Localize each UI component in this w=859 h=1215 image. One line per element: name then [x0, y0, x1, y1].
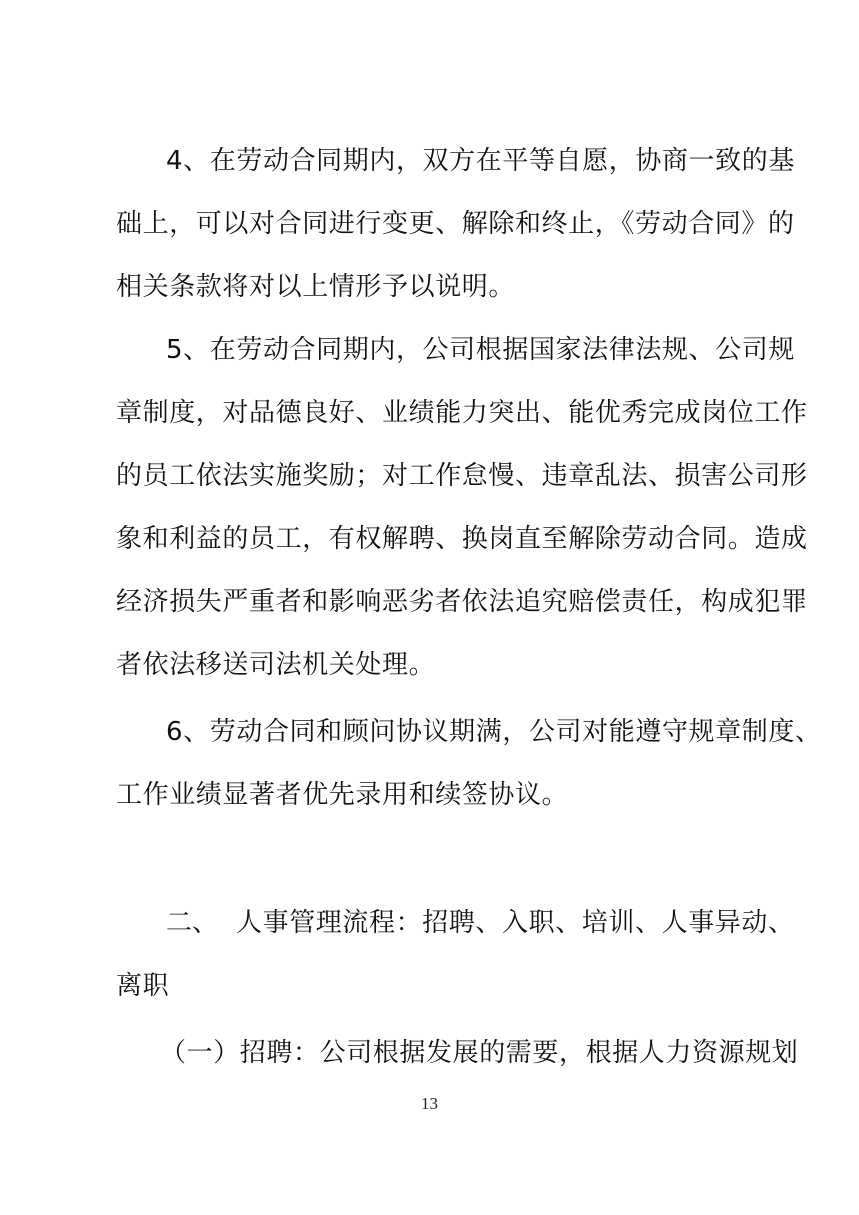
page-number: 13: [421, 1094, 438, 1113]
paragraph-4-line-2: 础上，可以对合同进行变更、解除和终止，《劳动合同》的: [116, 209, 795, 239]
subsection-recruitment: （一）招聘：公司根据发展的需要，根据人力资源规划: [160, 1038, 799, 1068]
section-number: 二、: [166, 908, 219, 938]
paragraph-4-line-1: 4、在劳动合同期内，双方在平等自愿，协商一致的基: [166, 146, 795, 176]
paragraph-6-line-1: 6、劳动合同和顾问协议期满，公司对能遵守规章制度、: [166, 717, 822, 747]
paragraph-6-line-2: 工作业绩显著者优先录用和续签协议。: [116, 780, 569, 810]
paragraph-5-line-6: 者依法移送司法机关处理。: [116, 650, 436, 680]
paragraph-5-line-5: 经济损失严重者和影响恶劣者依法追究赔偿责任，构成犯罪: [116, 587, 808, 617]
paragraph-5-line-1: 5、在劳动合同期内，公司根据国家法律法规、公司规: [166, 335, 795, 365]
paragraph-4-line-3: 相关条款将对以上情形予以说明。: [116, 272, 516, 302]
paragraph-5-line-3: 的员工依法实施奖励；对工作怠慢、违章乱法、损害公司形: [116, 461, 808, 491]
section-title: 人事管理流程：招聘、入职、培训、人事异动、: [236, 908, 795, 938]
paragraph-5-line-2: 章制度，对品德良好、业绩能力突出、能优秀完成岗位工作: [116, 398, 808, 428]
section-title-continuation: 离职: [116, 971, 170, 1001]
paragraph-5-line-4: 象和利益的员工，有权解聘、换岗直至解除劳动合同。造成: [116, 524, 808, 554]
